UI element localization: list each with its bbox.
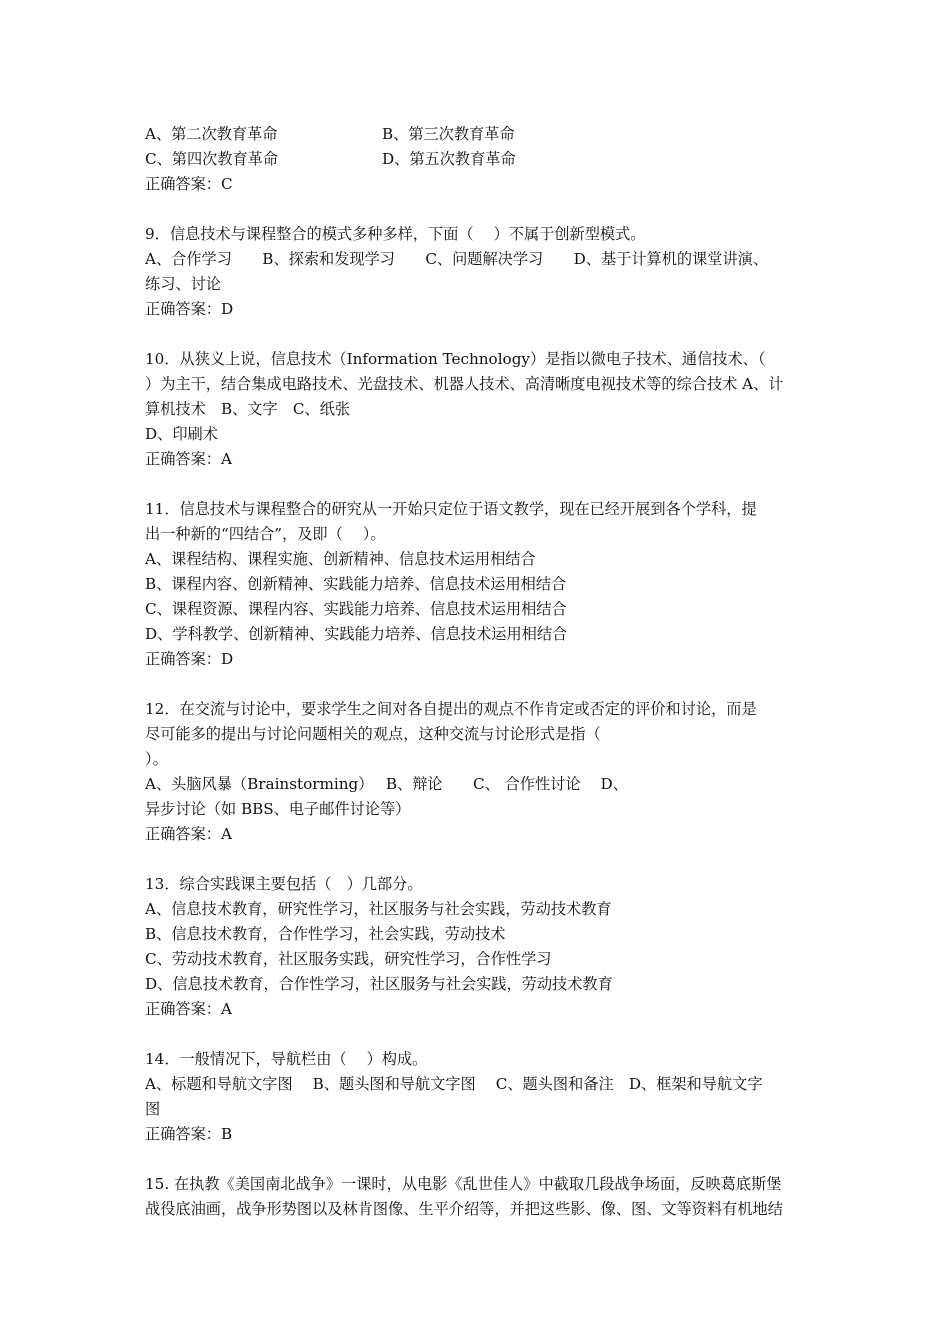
question-13 [145,872,810,1022]
q9-line: 练习、讨论 [145,275,221,293]
q10-answer: 正确答案：A [145,450,232,468]
question-14 [145,1047,810,1147]
q11-line: B、课程内容、创新精神、实践能力培养、信息技术运用相结合 [145,575,567,593]
question-9 [145,222,810,322]
q12-line: A、头脑风暴（Brainstorming） B、辩论 C、 合作性讨论 D、 [145,775,628,793]
q11-line: D、学科教学、创新精神、实践能力培养、信息技术运用相结合 [145,625,568,643]
q12-line: 尽可能多的提出与讨论问题相关的观点，这种交流与讨论形式是指（ [145,725,601,743]
q12-line: ）。 [145,750,168,768]
q8-option-c: C、第四次教育革命 [145,150,279,168]
question-11 [145,497,810,672]
q12-answer: 正确答案：A [145,825,232,843]
q11-line: C、课程资源、课程内容、实践能力培养、信息技术运用相结合 [145,600,567,618]
q13-line: A、信息技术教育，研究性学习，社区服务与社会实践，劳动技术教育 [145,900,612,918]
q14-line: 14．一般情况下，导航栏由（ ）构成。 [145,1050,428,1068]
q8-option-d: D、第五次教育革命 [382,150,516,168]
q11-line: 出一种新的“四结合”，及即（ ）。 [145,525,386,543]
q12-line: 异步讨论（如 BBS、电子邮件讨论等） [145,800,411,818]
q8-options-row-1 [145,122,810,147]
q10-line: D、印刷术 [145,425,218,443]
q14-line: 图 [145,1100,161,1118]
q9-line: A、合作学习 B、探索和发现学习 C、问题解决学习 D、基于计算机的课堂讲演、 [145,250,769,268]
q10-line: 算机技术 B、文字 C、纸张 [145,400,351,418]
q11-answer: 正确答案：D [145,650,234,668]
q10-line: ）为主干，结合集成电路技术、光盘技术、机器人技术、高清晰度电视技术等的综合技术 A、计 [145,375,784,393]
q8-options-row-2 [145,147,810,172]
q14-line: A、标题和导航文字图 B、题头图和导航文字图 C、题头图和备注 D、框架和导航文字 [145,1075,763,1093]
q10-line: 10．从狭义上说，信息技术（Information Technology）是指以微电子技术、通信技术、（ [145,350,766,368]
document-page [145,122,810,1247]
q13-line: C、劳动技术教育，社区服务实践，研究性学习，合作性学习 [145,950,552,968]
q9-answer: 正确答案：D [145,300,234,318]
question-12 [145,697,810,847]
q15-line: 战役底油画，战争形势图以及林肯图像、生平介绍等，并把这些影、像、图、文等资料有机地结 [145,1200,783,1218]
q11-line: A、课程结构、课程实施、创新精神、信息技术运用相结合 [145,550,536,568]
question-10 [145,347,810,472]
q12-line: 12．在交流与讨论中，要求学生之间对各自提出的观点不作肯定或否定的评价和讨论，而是 [145,700,757,718]
question-15 [145,1172,810,1222]
q14-answer: 正确答案：B [145,1125,233,1143]
q8-option-b: B、第三次教育革命 [382,125,515,143]
q8-option-a: A、第二次教育革命 [145,125,278,143]
q9-line: 9．信息技术与课程整合的模式多种多样，下面（ ）不属于创新型模式。 [145,225,646,243]
q13-answer: 正确答案：A [145,1000,232,1018]
q13-line: D、信息技术教育，合作性学习，社区服务与社会实践，劳动技术教育 [145,975,613,993]
q15-line: 15. 在执教《美国南北战争》一课时，从电影《乱世佳人》中截取几段战争场面，反映葛底斯堡 [145,1175,782,1193]
q11-line: 11．信息技术与课程整合的研究从一开始只定位于语文教学，现在已经开展到各个学科，提 [145,500,757,518]
q13-line: 13．综合实践课主要包括（ ）几部分。 [145,875,423,893]
q8-answer: 正确答案：C [145,175,233,193]
question-8 [145,122,810,197]
q13-line: B、信息技术教育，合作性学习，社会实践，劳动技术 [145,925,506,943]
